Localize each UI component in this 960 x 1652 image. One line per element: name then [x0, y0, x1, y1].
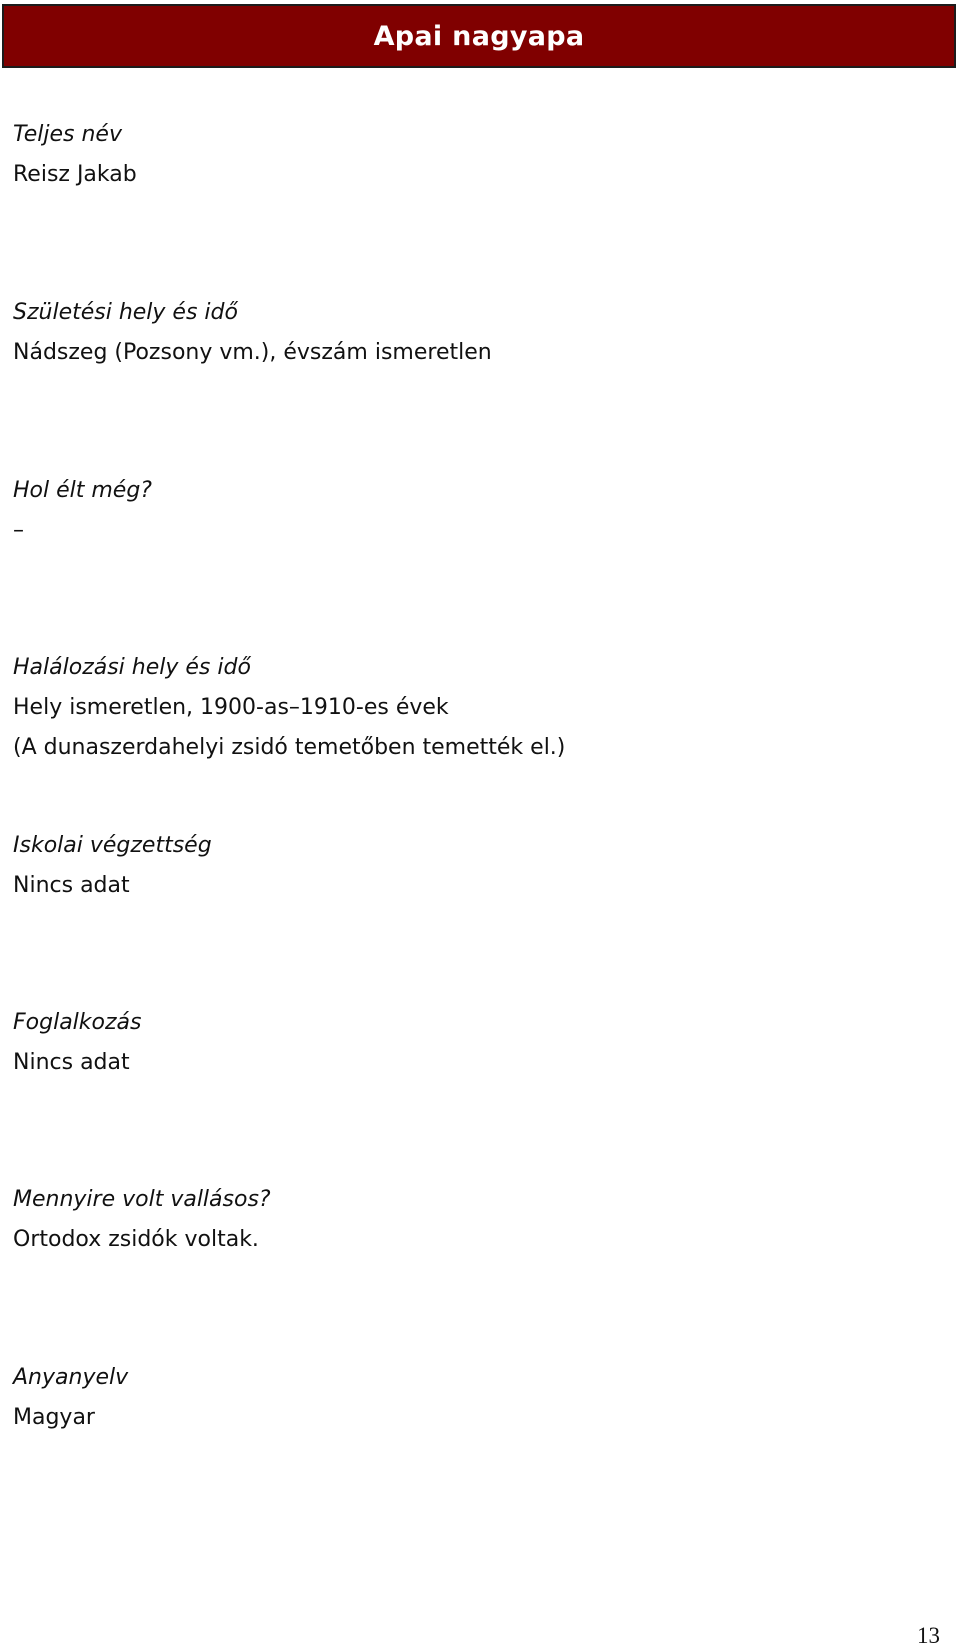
- field-full-name: [13, 115, 137, 195]
- field-label: Mennyire volt vallásos?: [13, 1187, 271, 1212]
- field-label: Foglalkozás: [13, 1010, 142, 1035]
- field-value-note: (A dunaszerdahelyi zsidó temetőben temették el.): [13, 735, 566, 760]
- field-occupation: [13, 1003, 141, 1083]
- field-death-place-date: [13, 648, 565, 768]
- field-label: Teljes név: [13, 122, 122, 147]
- field-label: Születési hely és idő: [13, 300, 238, 325]
- field-value: Nincs adat: [13, 873, 130, 898]
- field-value: –: [13, 518, 24, 543]
- field-value: Magyar: [13, 1405, 95, 1430]
- field-label: Iskolai végzettség: [13, 833, 212, 858]
- field-other-residences: [13, 471, 152, 551]
- field-education: [13, 826, 212, 906]
- page-number: 13: [917, 1623, 940, 1648]
- field-value: Nincs adat: [13, 1050, 130, 1075]
- field-label: Anyanyelv: [13, 1365, 129, 1390]
- field-label: Hol élt még?: [13, 478, 152, 503]
- field-mother-tongue: [13, 1358, 128, 1438]
- field-value: Reisz Jakab: [13, 162, 137, 187]
- field-value: Hely ismeretlen, 1900-as–1910-es évek: [13, 695, 449, 720]
- section-title: Apai nagyapa: [373, 20, 585, 52]
- field-value: Ortodox zsidók voltak.: [13, 1227, 259, 1252]
- field-label: Halálozási hely és idő: [13, 655, 251, 680]
- field-value: Nádszeg (Pozsony vm.), évszám ismeretlen: [13, 340, 492, 365]
- field-religiousness: [13, 1180, 271, 1260]
- field-birth-place-date: [13, 293, 492, 373]
- section-header: [2, 4, 956, 68]
